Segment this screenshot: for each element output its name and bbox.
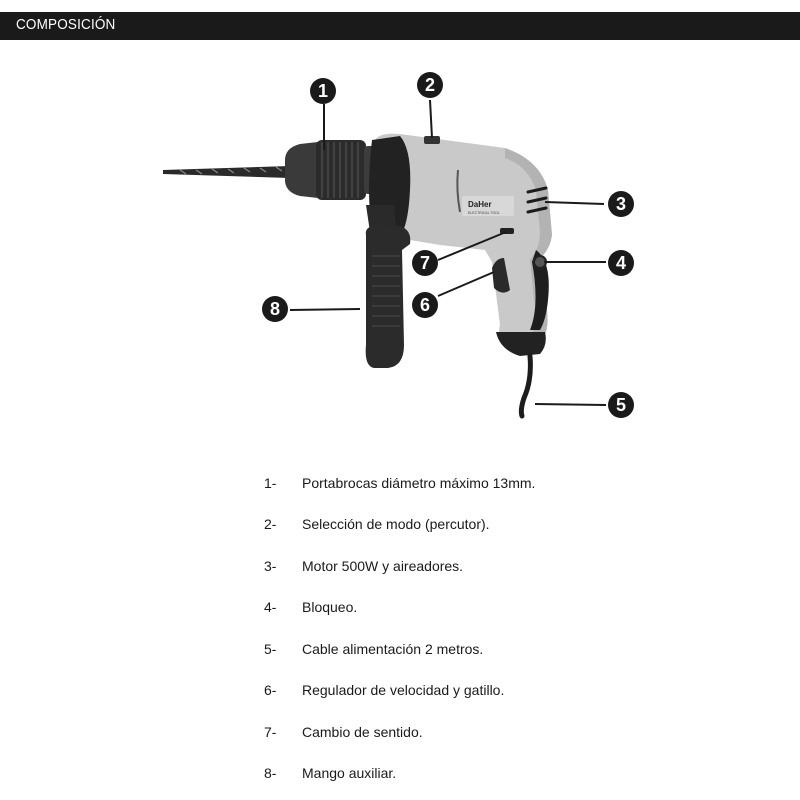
list-item: [264, 628, 764, 670]
list-item: [264, 711, 764, 753]
part-number: 7-: [264, 723, 277, 740]
part-description: Cambio de sentido.: [302, 723, 423, 740]
part-number: 3-: [264, 557, 277, 574]
parts-list: [264, 462, 764, 794]
callout-1: 1: [310, 78, 336, 104]
part-description: Portabrocas diámetro máximo 13mm.: [302, 474, 536, 491]
list-item: [264, 545, 764, 587]
callout-6: 6: [412, 292, 438, 318]
callout-3: 3: [608, 191, 634, 217]
part-number: 6-: [264, 682, 277, 699]
part-number: 5-: [264, 640, 277, 657]
part-number: 1-: [264, 474, 277, 491]
brand-logo: DaHer: [468, 200, 492, 209]
callout-5: 5: [608, 392, 634, 418]
list-item: [264, 504, 764, 546]
part-description: Mango auxiliar.: [302, 765, 397, 782]
part-number: 2-: [264, 516, 277, 533]
callout-7: 7: [412, 250, 438, 276]
part-description: Selección de modo (percutor).: [302, 516, 490, 533]
callout-8: 8: [262, 296, 288, 322]
list-item: [264, 670, 764, 712]
part-number: 4-: [264, 599, 277, 616]
brand-subtitle: ELECTRICAL TOOL: [468, 211, 500, 215]
callout-2: 2: [417, 72, 443, 98]
part-description: Cable alimentación 2 metros.: [302, 640, 484, 657]
drill-bit: [163, 166, 290, 178]
list-item: [264, 462, 764, 504]
part-description: Motor 500W y aireadores.: [302, 557, 464, 574]
callout-4: 4: [608, 250, 634, 276]
part-description: Regulador de velocidad y gatillo.: [302, 682, 505, 699]
section-title: COMPOSICIÓN: [16, 16, 116, 33]
part-description: Bloqueo.: [302, 599, 358, 616]
list-item: [264, 587, 764, 629]
side-handle: [366, 205, 411, 368]
power-cord: [521, 356, 530, 416]
list-item: [264, 753, 764, 795]
part-number: 8-: [264, 765, 277, 782]
